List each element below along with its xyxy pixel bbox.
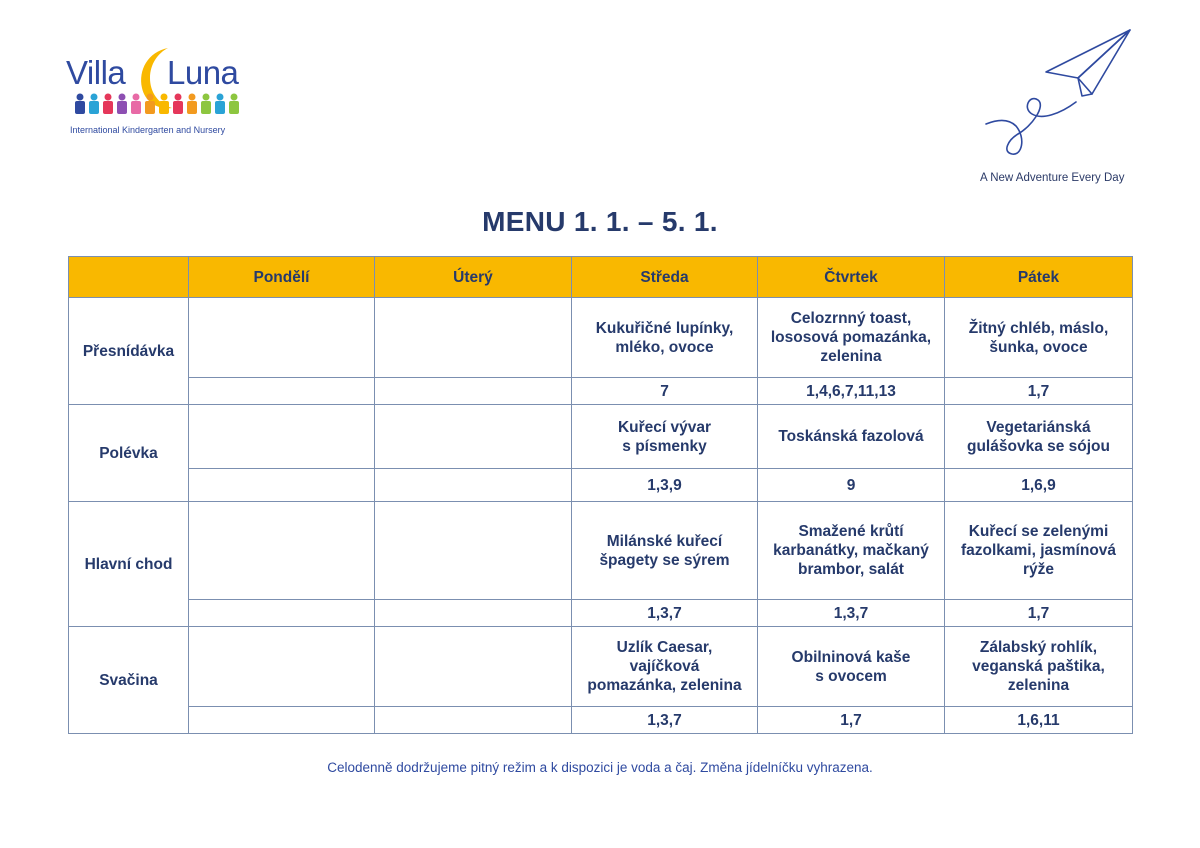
row-label-snack-morning: Přesnídávka [69, 298, 189, 405]
header-corner [69, 257, 189, 298]
meal-cell [375, 405, 572, 469]
meal-cell: Toskánská fazolová [758, 405, 945, 469]
allergen-cell: 1,3,9 [572, 469, 758, 502]
header-day-wednesday: Středa [572, 257, 758, 298]
allergen-cell: 7 [572, 378, 758, 405]
allergen-cell [375, 378, 572, 405]
meal-cell: Kuřecí se zelenými fazolkami, jasmínová rýže [945, 502, 1133, 600]
table-row-meal [69, 502, 1133, 600]
logo-tagline: International Kindergarten and Nursery [70, 125, 226, 135]
table-row-allergens [69, 378, 1133, 405]
meal-cell: Kuřecí vývar s písmenky [572, 405, 758, 469]
table-row-meal [69, 627, 1133, 707]
allergen-cell [375, 600, 572, 627]
meal-cell: Obilninová kaše s ovocem [758, 627, 945, 707]
meal-cell [189, 627, 375, 707]
children-figures-icon [72, 92, 244, 116]
allergen-cell: 1,7 [945, 600, 1133, 627]
allergen-cell: 1,3,7 [572, 600, 758, 627]
allergen-cell [189, 378, 375, 405]
allergen-cell: 9 [758, 469, 945, 502]
meal-cell [189, 298, 375, 378]
logo-word-villa: Villa [66, 54, 126, 91]
meal-cell: Celozrnný toast, lososová pomazánka, zelenina [758, 298, 945, 378]
table-row-meal [69, 405, 1133, 469]
allergen-cell [189, 600, 375, 627]
meal-cell [189, 502, 375, 600]
meal-cell: Smažené krůtí karbanátky, mačkaný brambor, salát [758, 502, 945, 600]
table-row-allergens [69, 469, 1133, 502]
allergen-cell: 1,3,7 [572, 707, 758, 734]
allergen-cell: 1,6,11 [945, 707, 1133, 734]
allergen-cell: 1,7 [945, 378, 1133, 405]
table-row-meal [69, 298, 1133, 378]
allergen-cell: 1,6,9 [945, 469, 1133, 502]
meal-cell [375, 298, 572, 378]
row-label-soup: Polévka [69, 405, 189, 502]
weekly-menu-table [68, 256, 1133, 734]
allergen-cell [189, 469, 375, 502]
meal-cell [375, 627, 572, 707]
villa-luna-logo [66, 44, 246, 140]
meal-cell: Zálabský rohlík, veganská paštika, zelenina [945, 627, 1133, 707]
allergen-cell [375, 469, 572, 502]
meal-cell: Vegetariánská gulášovka se sójou [945, 405, 1133, 469]
table-header-row [69, 257, 1133, 298]
table-row-allergens [69, 600, 1133, 627]
logo-word-luna: Luna [167, 54, 239, 91]
meal-cell [189, 405, 375, 469]
meal-cell: Žitný chléb, máslo, šunka, ovoce [945, 298, 1133, 378]
table-row-allergens [69, 707, 1133, 734]
meal-cell: Kukuřičné lupínky, mléko, ovoce [572, 298, 758, 378]
page-title: MENU 1. 1. – 5. 1. [482, 206, 718, 237]
allergen-cell: 1,3,7 [758, 600, 945, 627]
paper-plane-icon [980, 28, 1140, 160]
header-day-friday: Pátek [945, 257, 1133, 298]
row-label-main-course: Hlavní chod [69, 502, 189, 627]
allergen-cell: 1,4,6,7,11,13 [758, 378, 945, 405]
row-label-snack-afternoon: Svačina [69, 627, 189, 734]
header-day-tuesday: Úterý [375, 257, 572, 298]
meal-cell [375, 502, 572, 600]
allergen-cell: 1,7 [758, 707, 945, 734]
meal-cell: Uzlík Caesar, vajíčková pomazánka, zelenina [572, 627, 758, 707]
header-day-thursday: Čtvrtek [758, 257, 945, 298]
slogan: A New Adventure Every Day [980, 172, 1125, 184]
footer-note: Celodenně dodržujeme pitný režim a k dispozici je voda a čaj. Změna jídelníčku vyhrazena. [327, 760, 873, 775]
allergen-cell [375, 707, 572, 734]
meal-cell: Milánské kuřecí špagety se sýrem [572, 502, 758, 600]
header-day-monday: Pondělí [189, 257, 375, 298]
allergen-cell [189, 707, 375, 734]
